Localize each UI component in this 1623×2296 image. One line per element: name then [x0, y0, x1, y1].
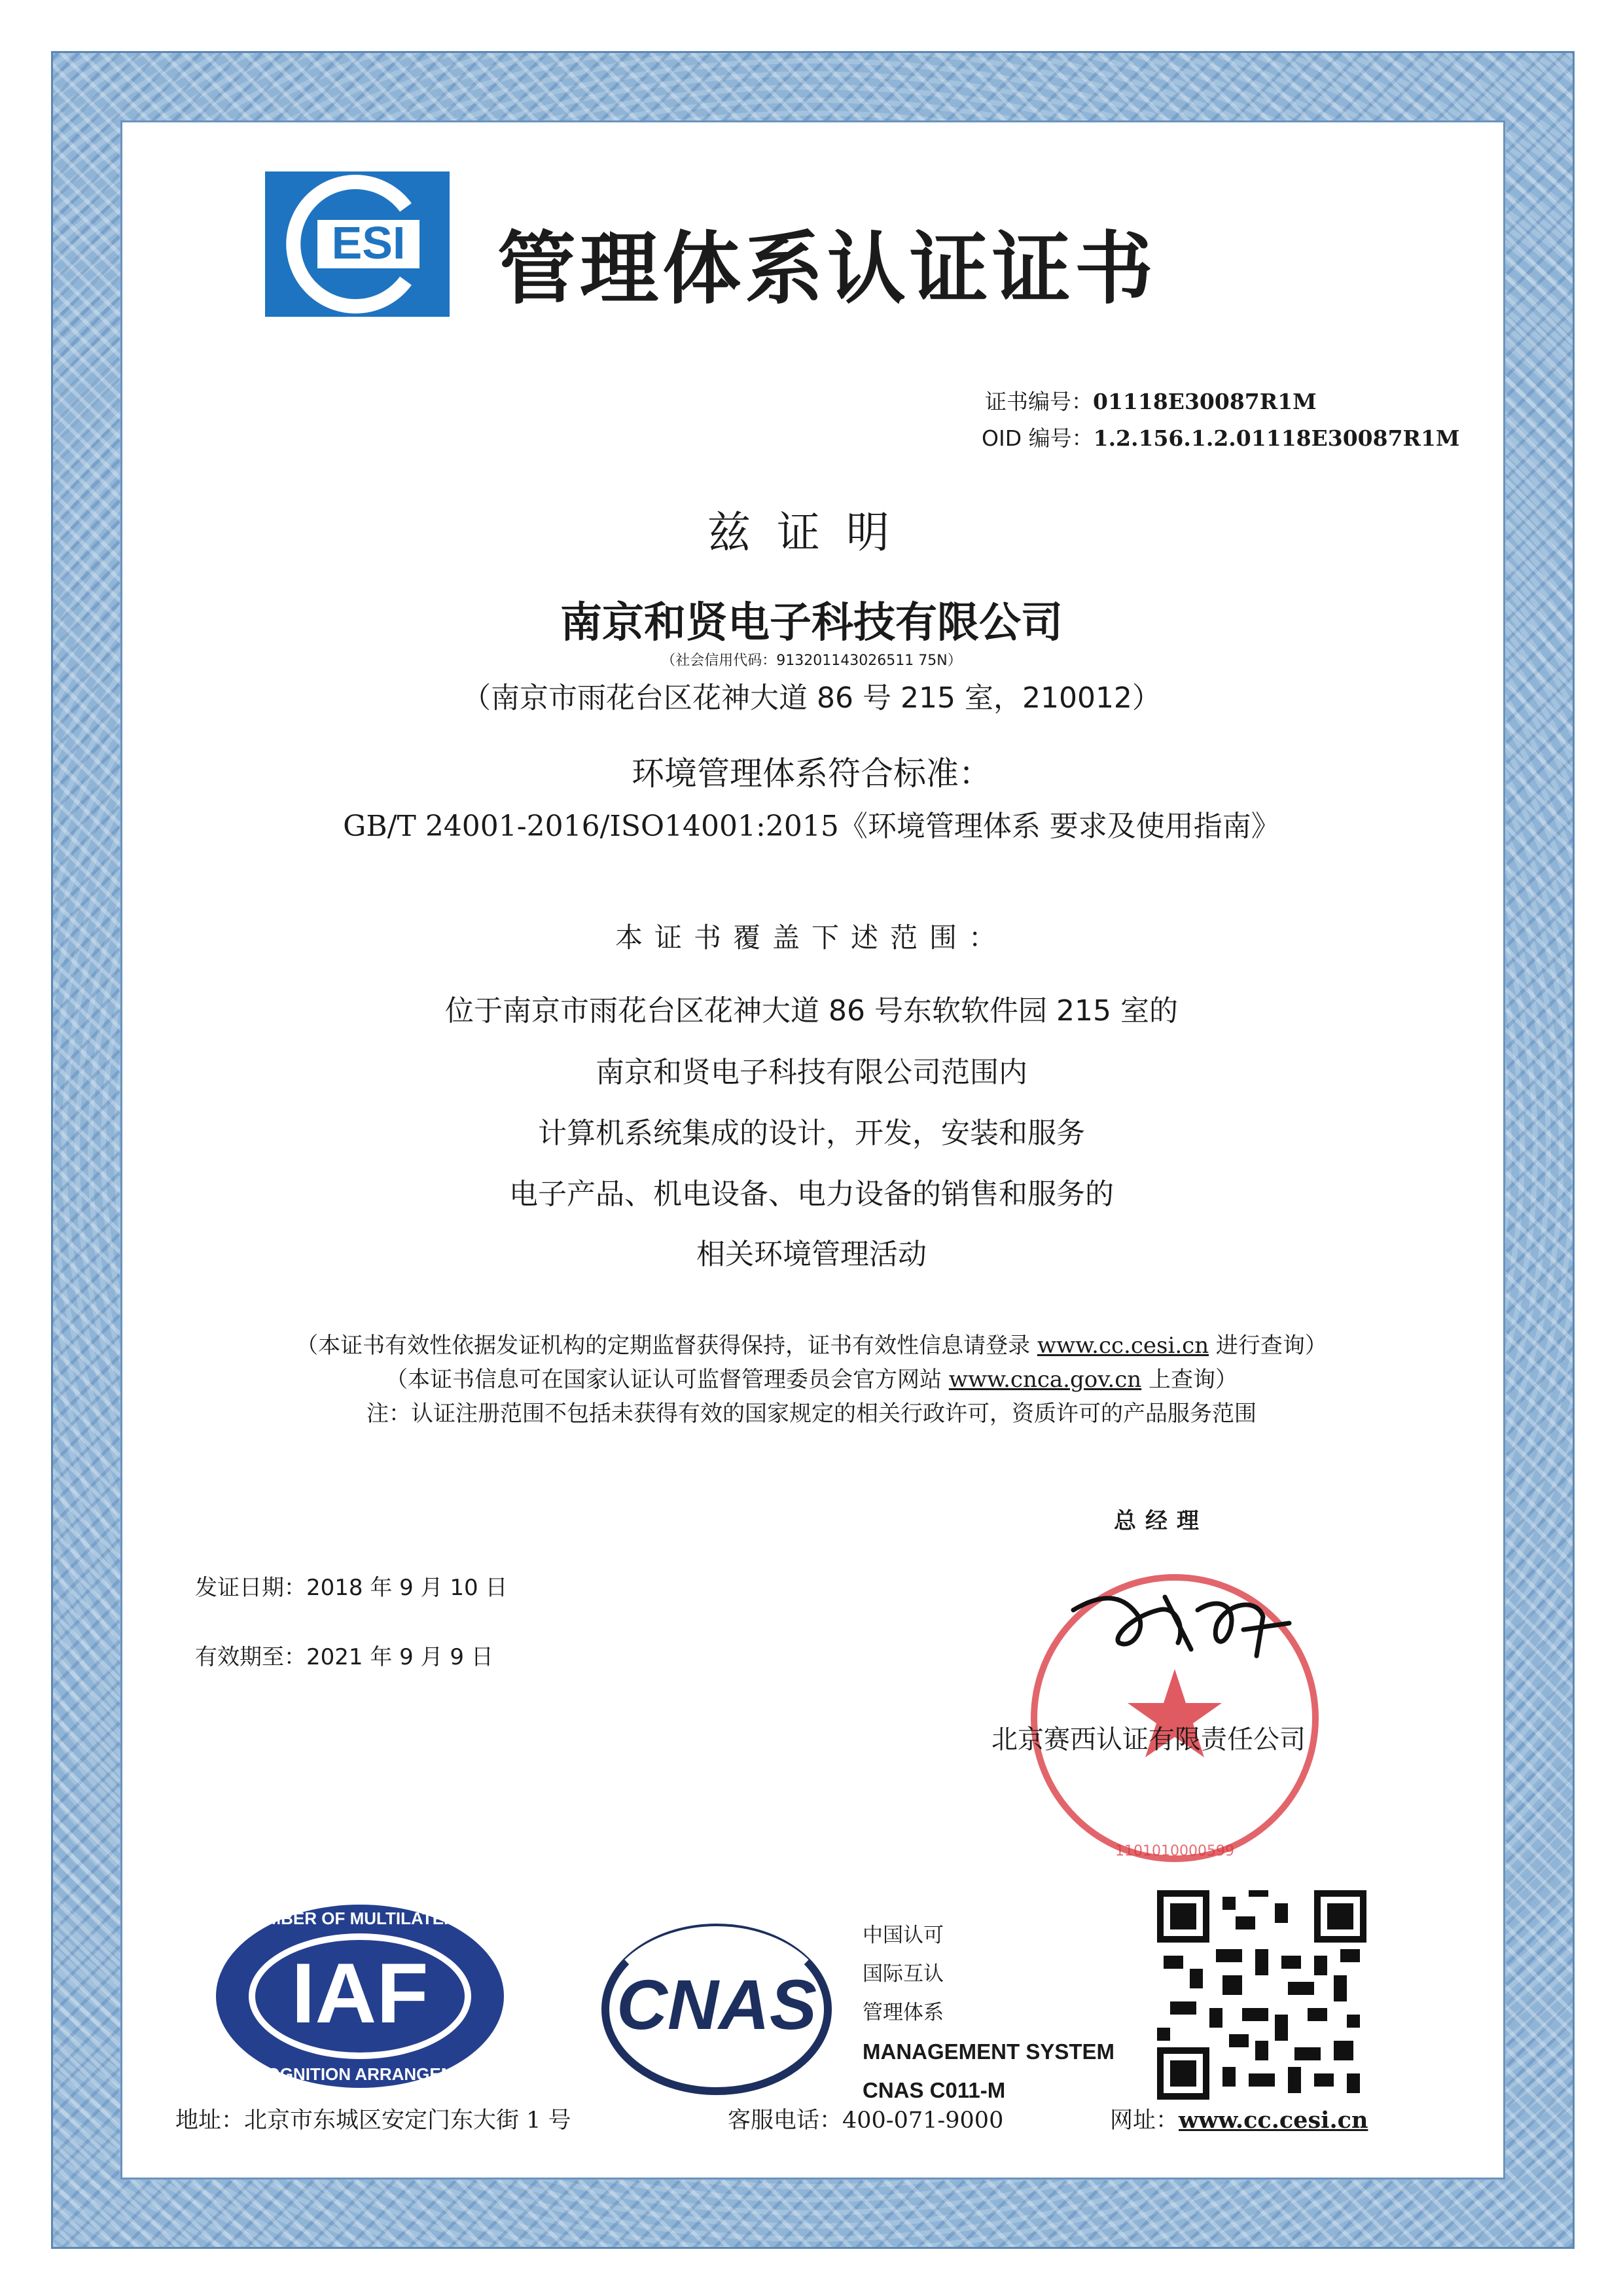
company-name: 南京和贤电子科技有限公司	[560, 599, 1063, 647]
cnas-caption-line: 管理体系	[863, 2001, 944, 2024]
esi-logo-icon	[265, 171, 450, 317]
iaf-ring-top: MEMBER OF MULTILATERAL	[241, 1909, 479, 1928]
esi-logo	[265, 171, 450, 317]
cnas-logo-icon	[589, 1911, 844, 2108]
qr-code-icon[interactable]	[1157, 1890, 1366, 2100]
scope-line: 南京和贤电子科技有限公司范围内	[596, 1056, 1027, 1089]
cnca-note-text-end: 上查询）	[1141, 1367, 1238, 1393]
footer-phone: 客服电话：400-071-9000	[728, 2108, 1004, 2134]
validity-note	[0, 1327, 1623, 1359]
iaf-ring-bottom: RECOGNITION ARRANGEMENT	[230, 2064, 490, 2084]
footer-web	[1110, 2102, 1368, 2135]
scope-heading: 本证书覆盖下述范围：	[615, 922, 1008, 954]
scope-line: 计算机系统集成的设计，开发，安装和服务	[538, 1117, 1085, 1150]
page-title: 管理体系认证证书	[497, 224, 1157, 315]
cnas-caption-line: 国际互认	[863, 1962, 944, 1986]
standard-title: 环境管理体系符合标准：	[632, 755, 991, 793]
cesi-link[interactable]: www.cc.cesi.cn	[1037, 1333, 1209, 1359]
oid-number-label: OID 编号：	[982, 425, 1094, 451]
footer-address: 地址：北京市东城区安定门东大街 1 号	[175, 2108, 571, 2134]
cert-number-label: 证书编号：	[985, 389, 1093, 414]
issue-date: 发证日期：2018 年 9 月 10 日	[195, 1575, 508, 1601]
svg-text:1101010000599: 1101010000599	[1115, 1843, 1234, 1859]
cnas-caption	[863, 1916, 1115, 2109]
oid-number-value: 1.2.156.1.2.01118E30087R1M	[1093, 425, 1460, 451]
standard-text: GB/T 24001-2016/ISO14001:2015《环境管理体系 要求及使用指南》	[343, 810, 1280, 843]
cnas-caption-line: 中国认可	[863, 1924, 944, 1947]
general-manager-label: 总经理	[1114, 1508, 1208, 1534]
cnca-note-text: （本证书信息可在国家认证认可监督管理委员会官方网站	[385, 1367, 949, 1393]
scope-line: 相关环境管理活动	[696, 1238, 927, 1271]
cert-number-value: 01118E30087R1M	[1093, 389, 1317, 414]
scope-disclaimer: 注：认证注册范围不包括未获得有效的国家规定的相关行政许可，资质许可的产品服务范围	[366, 1401, 1257, 1427]
credit-code: （社会信用代码：913201143026511 75N）	[661, 653, 962, 669]
cnas-logo-text: CNAS	[616, 1965, 817, 2044]
iaf-logo-center: IAF	[291, 1945, 429, 2041]
scope-line: 电子产品、机电设备、电力设备的销售和服务的	[509, 1177, 1114, 1211]
hereby-heading: 兹证明	[707, 507, 916, 558]
oid-number	[982, 422, 1459, 452]
cnca-link[interactable]: www.cnca.gov.cn	[948, 1367, 1142, 1393]
validity-note-text: （本证书有效性依据发证机构的定期监督获得保持，证书有效性信息请登录	[296, 1333, 1037, 1359]
signature-icon	[1067, 1571, 1302, 1669]
footer-web-link[interactable]: www.cc.cesi.cn	[1179, 2107, 1368, 2134]
cert-number	[985, 385, 1317, 416]
scope-line: 位于南京市雨花台区花神大道 86 号东软软件园 215 室的	[445, 994, 1178, 1028]
validity-note-text-end: 进行查询）	[1209, 1333, 1327, 1359]
esi-logo-text: ESI	[331, 217, 406, 268]
cnca-note	[0, 1361, 1623, 1393]
cnas-caption-line: MANAGEMENT SYSTEM	[863, 2039, 1115, 2064]
issuer-name: 北京赛西认证有限责任公司	[991, 1725, 1306, 1755]
iaf-logo-icon	[209, 1898, 510, 2094]
cnas-caption-line: CNAS C011-M	[863, 2078, 1006, 2102]
valid-until: 有效期至：2021 年 9 月 9 日	[195, 1644, 493, 1670]
company-address: （南京市雨花台区花神大道 86 号 215 室，210012）	[462, 681, 1161, 715]
footer-web-label: 网址：	[1110, 2108, 1179, 2134]
